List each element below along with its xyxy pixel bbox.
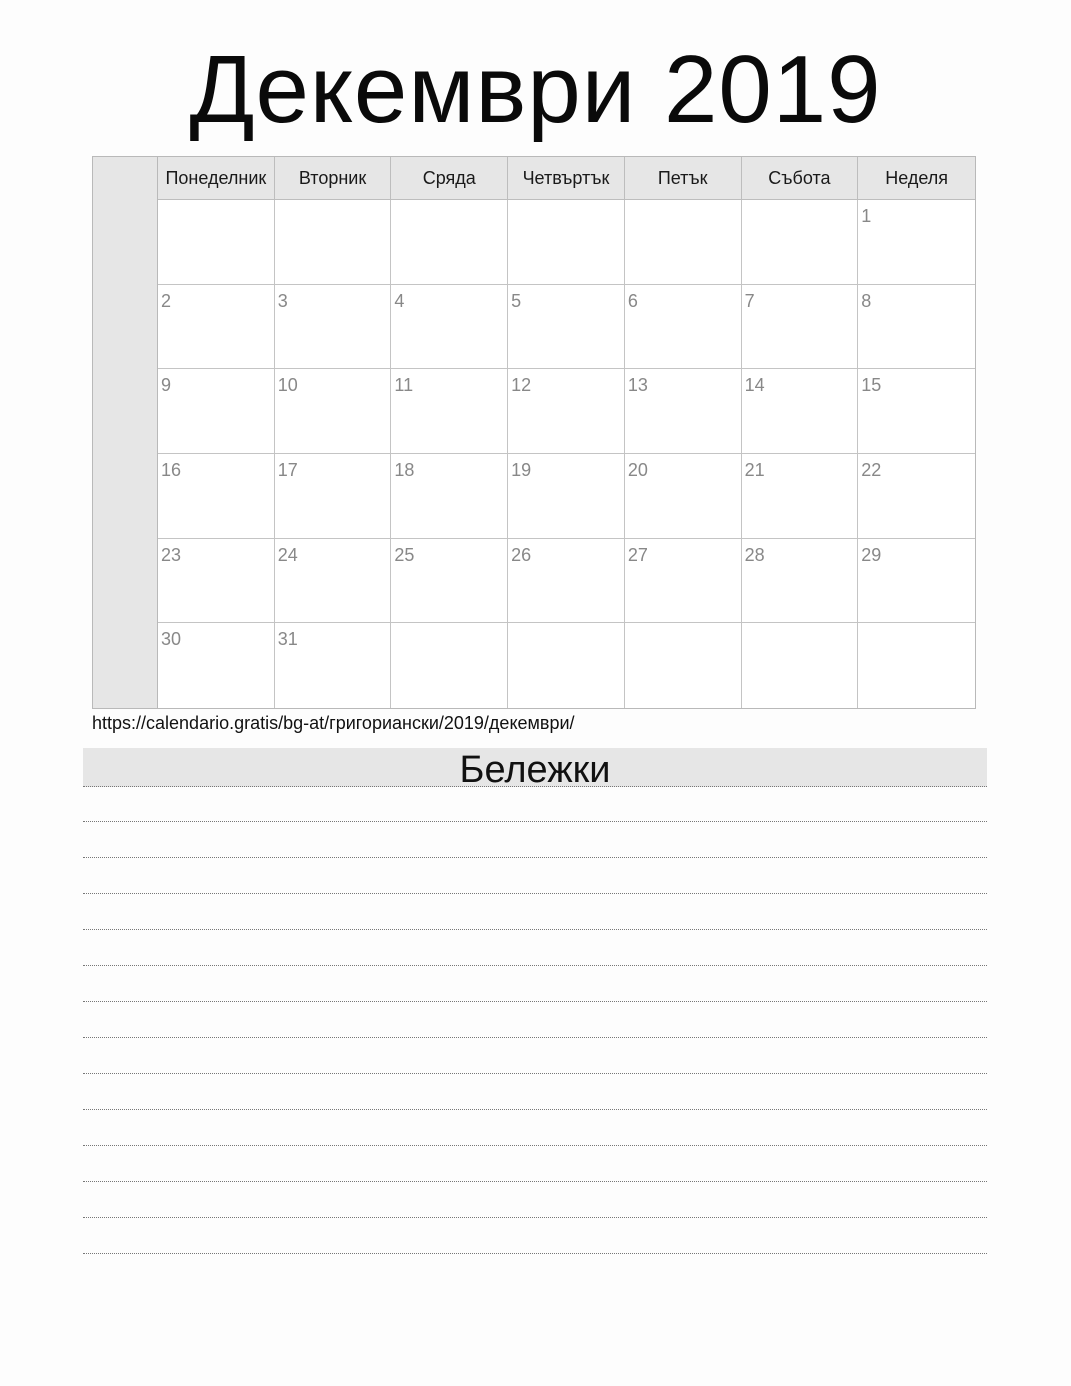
day-cell (391, 369, 508, 454)
weekday-header: Петък (625, 157, 742, 200)
day-cell (508, 200, 625, 285)
day-cell (275, 623, 392, 708)
day-cell (742, 200, 859, 285)
day-cell (508, 539, 625, 624)
day-number: 26 (511, 544, 532, 565)
day-number: 13 (627, 375, 648, 396)
day-cell (858, 369, 975, 454)
source-url: https://calendario.gratis/bg-at/григориански/2019/декември/ (92, 713, 575, 733)
weekday-header: Събота (742, 157, 859, 200)
day-number: 2 (161, 290, 172, 311)
day-number: 6 (627, 290, 638, 311)
day-number: 22 (861, 459, 882, 480)
day-cell (391, 454, 508, 539)
day-cell (391, 285, 508, 370)
day-cell (158, 285, 275, 370)
day-cell (742, 369, 859, 454)
day-number: 27 (627, 544, 648, 565)
day-number: 1 (861, 206, 872, 226)
day-cell (391, 539, 508, 624)
day-cell (158, 454, 275, 539)
day-cell (858, 539, 975, 624)
week-number-column (93, 157, 158, 708)
note-line (83, 1002, 987, 1038)
day-cell (275, 200, 392, 285)
day-number: 23 (161, 544, 182, 565)
day-cell (858, 623, 975, 708)
weekday-header: Понеделник (158, 157, 275, 200)
day-number: 9 (161, 375, 172, 396)
day-cell (158, 369, 275, 454)
day-number: 5 (511, 290, 522, 311)
note-line (83, 786, 987, 822)
note-line (83, 822, 987, 858)
calendar-title: Декември 2019 (189, 36, 882, 143)
day-cell (625, 369, 742, 454)
day-number: 7 (744, 290, 755, 311)
day-number: 24 (277, 544, 298, 565)
note-line (83, 1110, 987, 1146)
day-cell (625, 539, 742, 624)
day-cell (508, 369, 625, 454)
day-number: 12 (511, 375, 532, 396)
note-line (83, 1074, 987, 1110)
day-cell (742, 285, 859, 370)
day-cell (508, 454, 625, 539)
day-number: 8 (861, 290, 872, 311)
day-cell (158, 200, 275, 285)
note-line (83, 894, 987, 930)
weekday-header: Неделя (858, 157, 975, 200)
day-cell (508, 623, 625, 708)
day-number: 16 (161, 459, 182, 480)
day-number: 11 (394, 375, 414, 396)
day-cell (625, 200, 742, 285)
day-number: 31 (277, 629, 298, 650)
notes-heading: Бележки (83, 748, 987, 787)
day-number: 4 (394, 290, 405, 311)
note-line (83, 1182, 987, 1218)
day-cell (275, 369, 392, 454)
weekday-header: Четвъртък (508, 157, 625, 200)
day-cell (858, 454, 975, 539)
notes-lines (83, 786, 987, 1254)
day-number: 20 (627, 459, 648, 480)
day-number: 30 (161, 629, 182, 650)
day-cell (625, 454, 742, 539)
day-number: 14 (744, 375, 765, 396)
day-number: 17 (277, 459, 298, 480)
day-cell (275, 454, 392, 539)
note-line (83, 1146, 987, 1182)
day-number: 15 (861, 375, 882, 396)
day-cell (391, 200, 508, 285)
weekday-header: Вторник (275, 157, 392, 200)
day-number: 18 (394, 459, 415, 480)
day-number: 25 (394, 544, 415, 565)
day-number: 10 (277, 375, 298, 396)
day-cell (391, 623, 508, 708)
note-line (83, 1218, 987, 1254)
day-cell (742, 623, 859, 708)
day-cell (158, 539, 275, 624)
note-line (83, 858, 987, 894)
day-cell (742, 454, 859, 539)
day-cell (158, 623, 275, 708)
calendar-grid (92, 156, 976, 709)
note-line (83, 966, 987, 1002)
day-number: 28 (744, 544, 765, 565)
note-line (83, 930, 987, 966)
day-cell (275, 285, 392, 370)
day-cell (625, 285, 742, 370)
weekday-header: Сряда (391, 157, 508, 200)
day-number: 3 (277, 290, 288, 311)
day-number: 29 (861, 544, 882, 565)
day-cell (508, 285, 625, 370)
note-line (83, 1038, 987, 1074)
day-number: 19 (511, 459, 532, 480)
day-cell (275, 539, 392, 624)
day-cell (858, 200, 975, 285)
day-cell (625, 623, 742, 708)
day-cell (742, 539, 859, 624)
day-number: 21 (744, 459, 765, 480)
day-cell (858, 285, 975, 370)
